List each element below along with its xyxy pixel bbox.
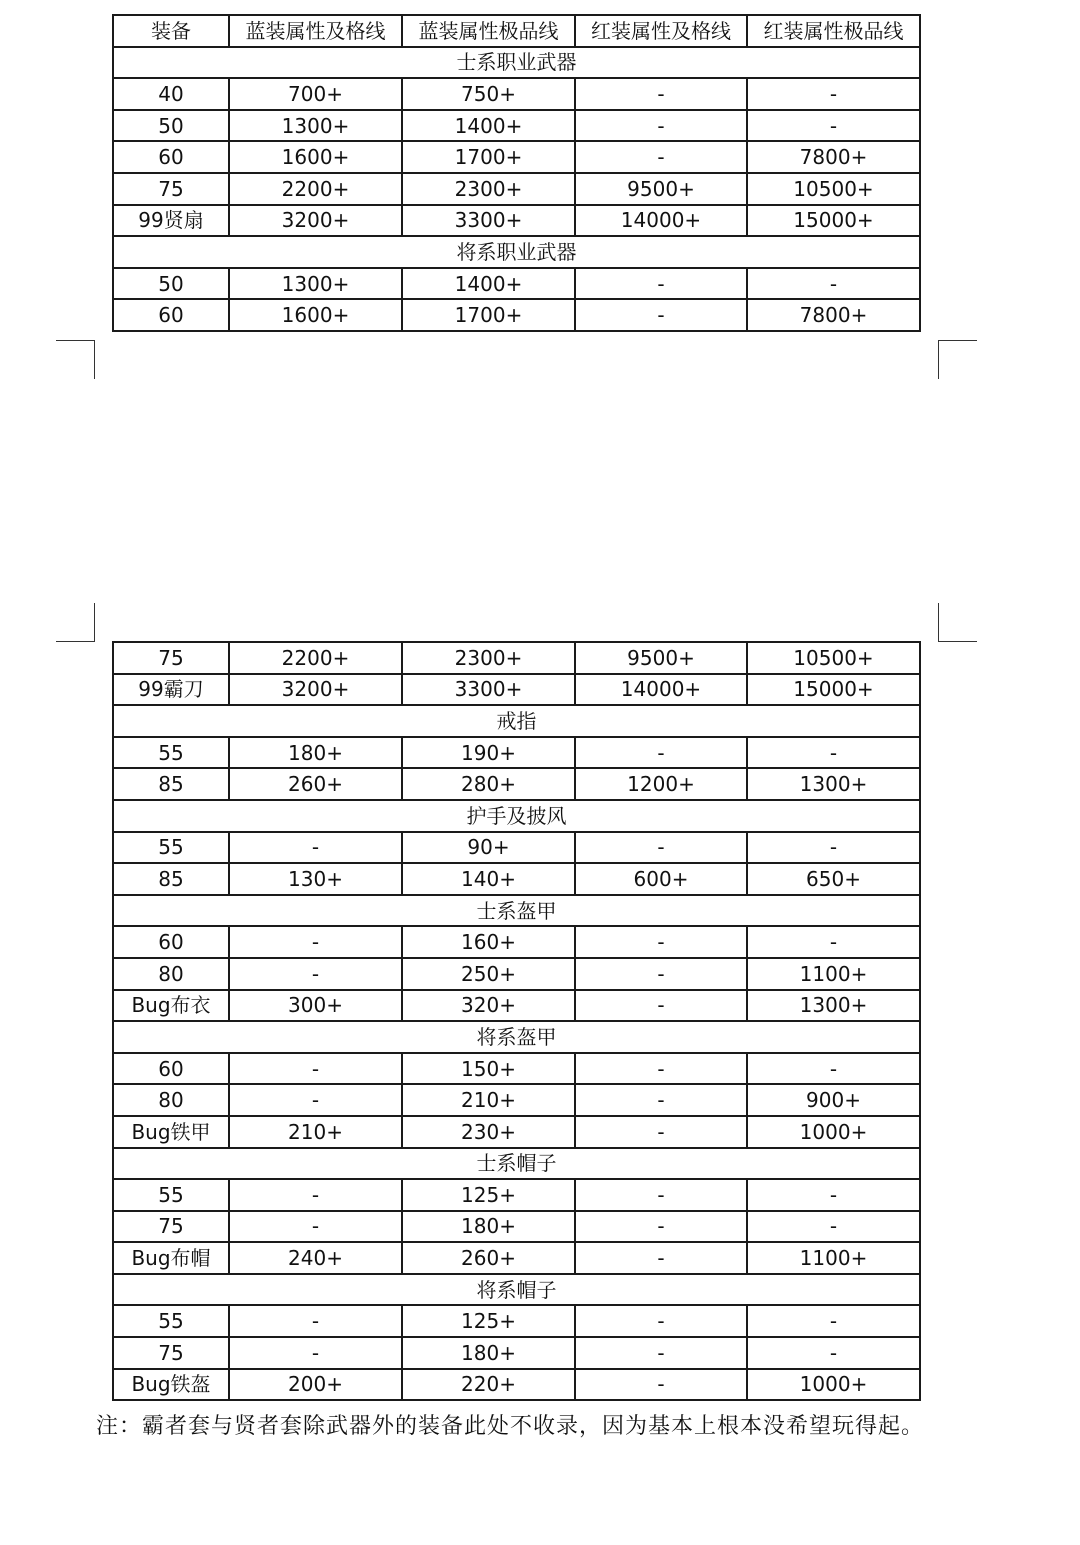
table-cell: 2200+ [229, 642, 402, 674]
table-cell: 200+ [229, 1369, 402, 1401]
table-cell: - [747, 926, 920, 958]
table-cell: 1700+ [402, 141, 575, 173]
table-cell: - [747, 1337, 920, 1369]
table-cell: 10500+ [747, 642, 920, 674]
table-cell: 125+ [402, 1305, 575, 1337]
section-header-row [113, 1274, 920, 1306]
table-cell: - [747, 78, 920, 110]
table-cell: - [575, 141, 747, 173]
table-cell: 40 [113, 78, 229, 110]
table-cell: Bug铁盔 [113, 1369, 229, 1401]
table-cell: - [747, 737, 920, 769]
table-cell: 1700+ [402, 299, 575, 331]
table-cell: - [575, 110, 747, 142]
table-cell: Bug布衣 [113, 990, 229, 1022]
table-cell: 2300+ [402, 173, 575, 205]
section-header-row [113, 705, 920, 737]
table-cell: 55 [113, 1305, 229, 1337]
table-cell: 55 [113, 1179, 229, 1211]
table-row [113, 78, 920, 110]
table-cell: - [575, 1053, 747, 1085]
table-cell: 1600+ [229, 299, 402, 331]
table-cell: 260+ [402, 1242, 575, 1274]
section-title: 将系盔甲 [113, 1021, 920, 1053]
table-cell: - [575, 1179, 747, 1211]
table-cell: 3200+ [229, 205, 402, 237]
table-cell: - [747, 832, 920, 864]
table-cell: 160+ [402, 926, 575, 958]
section-title: 戒指 [113, 705, 920, 737]
table-row [113, 173, 920, 205]
table-cell: 3300+ [402, 205, 575, 237]
table-cell: 1300+ [747, 768, 920, 800]
section-header-row [113, 1148, 920, 1180]
page-crop-mark-top-left [56, 340, 95, 379]
page-crop-mark-top-right [938, 340, 977, 379]
footnote: 注：霸者套与贤者套除武器外的装备此处不收录，因为基本上根本没希望玩得起。 [96, 1414, 925, 1439]
table-cell: 85 [113, 863, 229, 895]
section-header-row [113, 800, 920, 832]
column-header: 蓝装属性极品线 [402, 15, 575, 47]
table-cell: 180+ [402, 1211, 575, 1243]
table-cell: Bug布帽 [113, 1242, 229, 1274]
table-cell: 1200+ [575, 768, 747, 800]
page-crop-mark-bottom-left [56, 603, 95, 642]
table-cell: 50 [113, 268, 229, 300]
table-cell: - [575, 737, 747, 769]
table-cell: - [229, 1053, 402, 1085]
table-cell: 80 [113, 958, 229, 990]
table-row [113, 642, 920, 674]
table-row [113, 268, 920, 300]
table-cell: 1100+ [747, 1242, 920, 1274]
table-cell: 130+ [229, 863, 402, 895]
table-row [113, 141, 920, 173]
table-cell: 75 [113, 1211, 229, 1243]
table-cell: - [229, 1211, 402, 1243]
section-title: 士系帽子 [113, 1148, 920, 1180]
section-title: 将系帽子 [113, 1274, 920, 1306]
table-cell: - [229, 1305, 402, 1337]
column-header: 红装属性及格线 [575, 15, 747, 47]
section-title: 士系盔甲 [113, 895, 920, 927]
table-cell: 1000+ [747, 1116, 920, 1148]
table-row [113, 863, 920, 895]
table-row [113, 832, 920, 864]
table-row [113, 926, 920, 958]
table-cell: 75 [113, 1337, 229, 1369]
table-cell: - [575, 299, 747, 331]
table-row [113, 674, 920, 706]
table-cell: - [747, 110, 920, 142]
table-row [113, 768, 920, 800]
table-cell: 220+ [402, 1369, 575, 1401]
table-row [113, 1305, 920, 1337]
table-row [113, 1084, 920, 1116]
table-cell: 2200+ [229, 173, 402, 205]
table-row [113, 990, 920, 1022]
table-cell: 230+ [402, 1116, 575, 1148]
table-cell: 260+ [229, 768, 402, 800]
table-cell: 85 [113, 768, 229, 800]
table-row [113, 958, 920, 990]
table-cell: 7800+ [747, 299, 920, 331]
table-cell: 1300+ [229, 110, 402, 142]
table-row [113, 110, 920, 142]
table-cell: Bug铁甲 [113, 1116, 229, 1148]
equipment-table-top [112, 14, 921, 332]
equipment-table-bottom [112, 641, 921, 1401]
table-row [113, 299, 920, 331]
table-cell: 650+ [747, 863, 920, 895]
table-cell: 190+ [402, 737, 575, 769]
table-cell: - [575, 926, 747, 958]
table-row [113, 1116, 920, 1148]
table-cell: 320+ [402, 990, 575, 1022]
table-cell: 90+ [402, 832, 575, 864]
table-cell: 75 [113, 173, 229, 205]
table-cell: 300+ [229, 990, 402, 1022]
table-row [113, 205, 920, 237]
section-title: 护手及披风 [113, 800, 920, 832]
table-cell: 1300+ [229, 268, 402, 300]
table-cell: 1100+ [747, 958, 920, 990]
section-header-row [113, 1021, 920, 1053]
table-cell: 99贤扇 [113, 205, 229, 237]
table-cell: 240+ [229, 1242, 402, 1274]
section-title: 将系职业武器 [113, 236, 920, 268]
section-header-row [113, 236, 920, 268]
section-header-row [113, 47, 920, 79]
table-cell: 1300+ [747, 990, 920, 1022]
column-header: 蓝装属性及格线 [229, 15, 402, 47]
column-header: 红装属性极品线 [747, 15, 920, 47]
table-cell: - [229, 1337, 402, 1369]
table-cell: - [229, 1179, 402, 1211]
table-cell: - [575, 1337, 747, 1369]
table-row [113, 1242, 920, 1274]
table-cell: - [229, 1084, 402, 1116]
table-cell: - [575, 78, 747, 110]
table-cell: 99霸刀 [113, 674, 229, 706]
table-cell: 10500+ [747, 173, 920, 205]
table-row [113, 1179, 920, 1211]
table-cell: 210+ [229, 1116, 402, 1148]
table-cell: 60 [113, 141, 229, 173]
table-header-row [113, 15, 920, 47]
table-cell: 1400+ [402, 268, 575, 300]
table-cell: 3200+ [229, 674, 402, 706]
table-cell: 1600+ [229, 141, 402, 173]
table-cell: 900+ [747, 1084, 920, 1116]
table-cell: 60 [113, 299, 229, 331]
table-cell: - [575, 1116, 747, 1148]
table-cell: 280+ [402, 768, 575, 800]
table-cell: - [747, 1305, 920, 1337]
table-cell: 50 [113, 110, 229, 142]
table-row [113, 1211, 920, 1243]
table-cell: 15000+ [747, 205, 920, 237]
table-cell: 140+ [402, 863, 575, 895]
table-cell: - [575, 1242, 747, 1274]
table-cell: 250+ [402, 958, 575, 990]
table-cell: 1000+ [747, 1369, 920, 1401]
table-cell: 15000+ [747, 674, 920, 706]
table-cell: - [575, 958, 747, 990]
table-cell: - [575, 1305, 747, 1337]
table-cell: 75 [113, 642, 229, 674]
table-cell: - [575, 1084, 747, 1116]
table-cell: - [229, 926, 402, 958]
table-cell: 180+ [402, 1337, 575, 1369]
table-cell: 14000+ [575, 674, 747, 706]
page-crop-mark-bottom-right [938, 603, 977, 642]
table-cell: 60 [113, 926, 229, 958]
table-row [113, 1337, 920, 1369]
table-cell: - [229, 958, 402, 990]
table-cell: - [575, 268, 747, 300]
table-row [113, 737, 920, 769]
table-cell: 125+ [402, 1179, 575, 1211]
table-cell: 9500+ [575, 642, 747, 674]
table-cell: 80 [113, 1084, 229, 1116]
column-header: 装备 [113, 15, 229, 47]
table-cell: - [747, 1179, 920, 1211]
table-cell: - [575, 1369, 747, 1401]
table-cell: 9500+ [575, 173, 747, 205]
table-cell: 210+ [402, 1084, 575, 1116]
table-row [113, 1053, 920, 1085]
table-cell: - [575, 1211, 747, 1243]
table-cell: - [575, 832, 747, 864]
table-cell: 150+ [402, 1053, 575, 1085]
section-title: 士系职业武器 [113, 47, 920, 79]
table-cell: 750+ [402, 78, 575, 110]
table-cell: - [747, 1211, 920, 1243]
table-cell: 14000+ [575, 205, 747, 237]
table-cell: 55 [113, 832, 229, 864]
table-cell: 55 [113, 737, 229, 769]
table-cell: - [747, 268, 920, 300]
table-cell: 7800+ [747, 141, 920, 173]
table-cell: 3300+ [402, 674, 575, 706]
table-cell: 180+ [229, 737, 402, 769]
table-cell: 2300+ [402, 642, 575, 674]
table-cell: 60 [113, 1053, 229, 1085]
table-cell: 700+ [229, 78, 402, 110]
table-cell: 600+ [575, 863, 747, 895]
section-header-row [113, 895, 920, 927]
table-cell: - [229, 832, 402, 864]
table-cell: - [747, 1053, 920, 1085]
table-row [113, 1369, 920, 1401]
table-cell: - [575, 990, 747, 1022]
table-cell: 1400+ [402, 110, 575, 142]
